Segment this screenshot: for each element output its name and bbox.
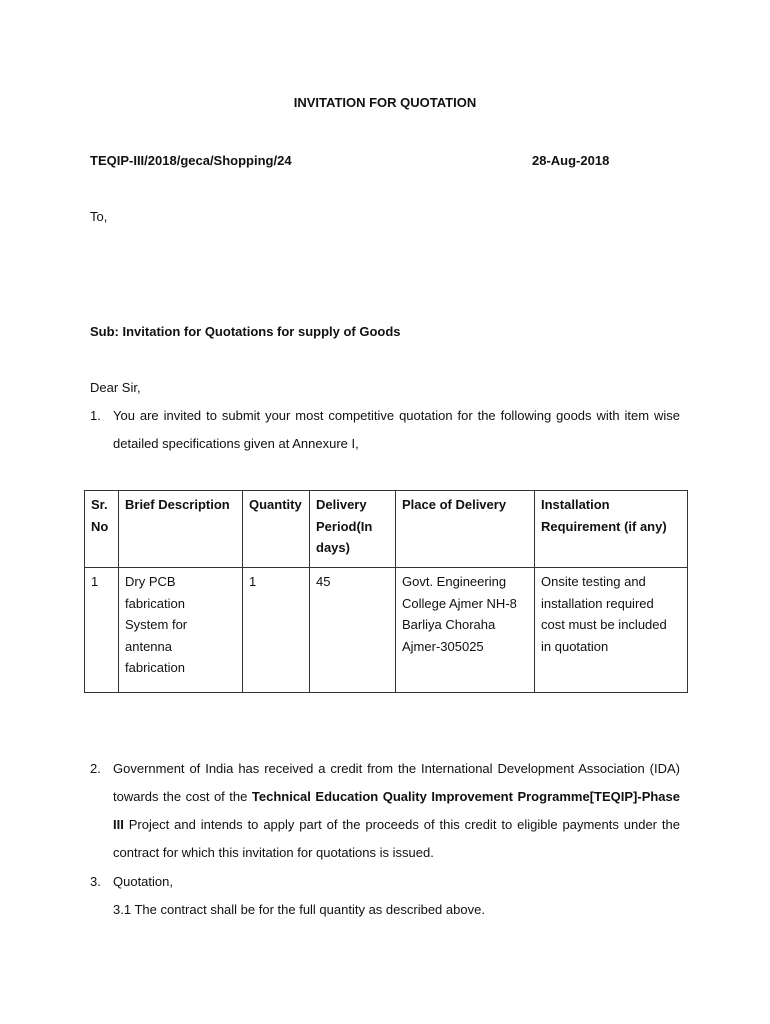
goods-table [84, 490, 688, 693]
header-sr-no: Sr. No [85, 491, 119, 568]
recipient-line: To, [90, 209, 108, 224]
header-description: Brief Description [119, 491, 243, 568]
item-number: 3. [90, 874, 101, 889]
item-number: 1. [90, 408, 101, 423]
cell-description: Dry PCB fabrication System for antenna fabrication [119, 568, 243, 693]
subject-line: Sub: Invitation for Quotations for supply of Goods [90, 324, 401, 339]
programme-name: Technical Education Quality Improvement Programme[TEQIP]-Phase III [113, 789, 680, 832]
sub-item-3-1: 3.1 The contract shall be for the full quantity as described above. [113, 902, 485, 917]
cell-quantity: 1 [243, 568, 310, 693]
cell-installation: Onsite testing and installation required cost must be included in quotation [535, 568, 688, 693]
item-text-part: Government of India has received a credit from the International Development Association (IDA) towards the cost of the [113, 761, 680, 804]
table-header-row [85, 491, 688, 568]
salutation: Dear Sir, [90, 380, 141, 395]
paragraph-item-2 [90, 755, 680, 867]
item-text [113, 755, 680, 867]
cell-delivery-period: 45 [310, 568, 396, 693]
cell-sr-no: 1 [85, 568, 119, 693]
header-delivery-period: Delivery Period(In days) [310, 491, 396, 568]
header-installation: Installation Requirement (if any) [535, 491, 688, 568]
paragraph-item-1 [90, 402, 680, 458]
reference-number: TEQIP-III/2018/geca/Shopping/24 [90, 153, 292, 168]
table-row [85, 568, 688, 693]
cell-place-of-delivery: Govt. Engineering College Ajmer NH-8 Barliya Choraha Ajmer-305025 [396, 568, 535, 693]
document-title: INVITATION FOR QUOTATION [293, 95, 477, 110]
item-number: 2. [90, 761, 101, 776]
document-date: 28-Aug-2018 [532, 153, 610, 168]
item-text: Quotation, [113, 874, 173, 889]
header-quantity: Quantity [243, 491, 310, 568]
header-place-of-delivery: Place of Delivery [396, 491, 535, 568]
paragraph-item-3 [90, 868, 680, 924]
item-text: You are invited to submit your most competitive quotation for the following goods with item wise detailed specifications given at Annexure I, [113, 408, 680, 451]
item-text-part: Project and intends to apply part of the proceeds of this credit to eligible payments under the contract for which this invitation for quotations is issued. [113, 817, 680, 860]
